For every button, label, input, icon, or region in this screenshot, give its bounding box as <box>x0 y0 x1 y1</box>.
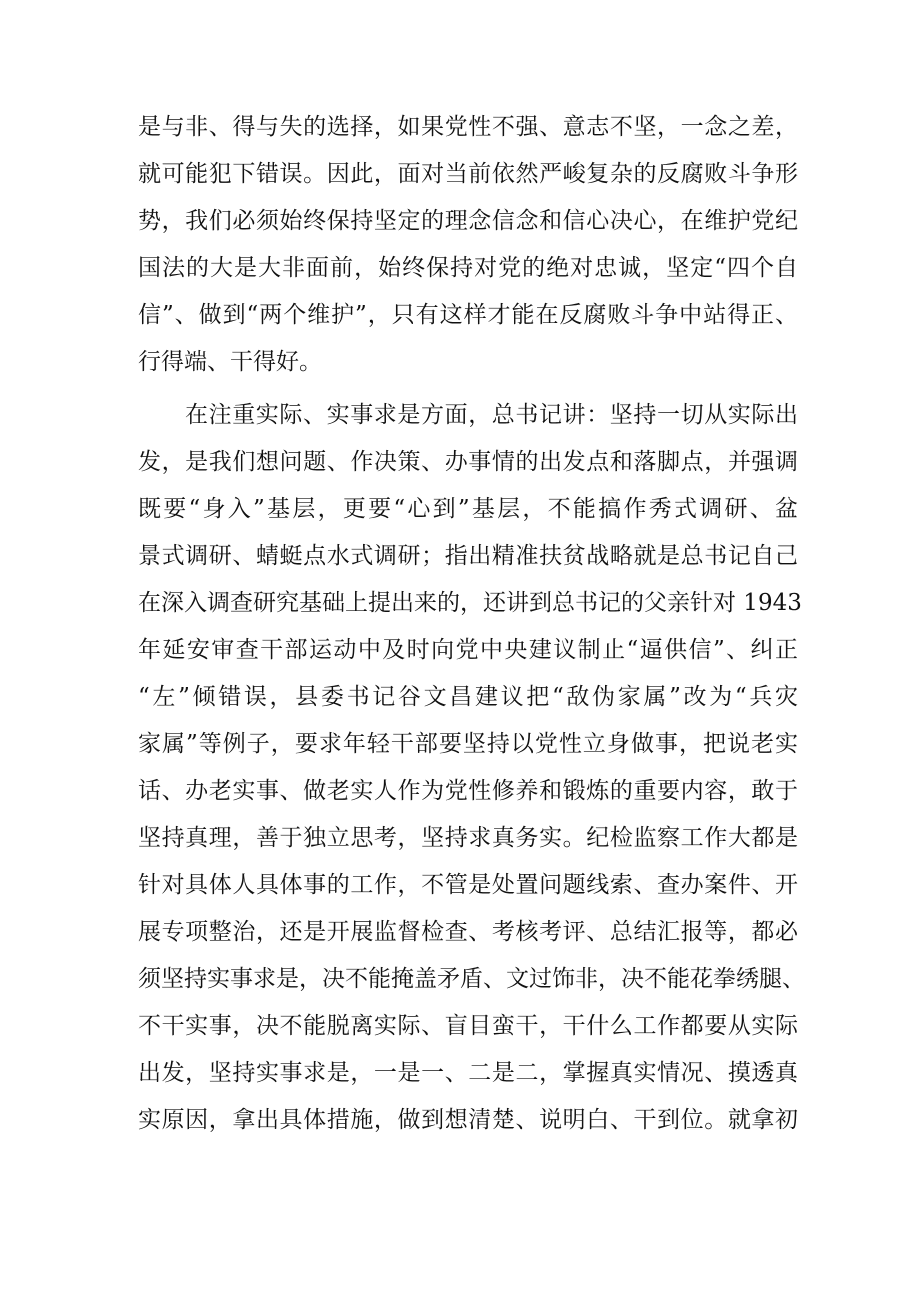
text-line: 既要“身入”基层，更要“心到”基层，不能搞作秀式调研、盆 <box>138 496 798 522</box>
paragraph-2 <box>138 392 805 1144</box>
text-line: 在深入调查研究基础上提出来的，还讲到总书记的父亲针对 1943 <box>138 590 802 616</box>
text-line: 坚持真理，善于独立思考，坚持求真务实。纪检监察工作大都是 <box>138 825 798 851</box>
text-line: 不干实事，决不能脱离实际、盲目蛮干，干什么工作都要从实际 <box>138 1013 798 1039</box>
text-line: 在注重实际、实事求是方面，总书记讲：坚持一切从实际出 <box>185 402 798 428</box>
text-line: 国法的大是大非面前，始终保持对党的绝对忠诚，坚定“四个自 <box>138 255 798 281</box>
text-line: 家属”等例子，要求年轻干部要坚持以党性立身做事，把说老实 <box>138 731 798 757</box>
text-line: 年延安审查干部运动中及时向党中央建议制止“逼供信”、纠正 <box>138 637 798 663</box>
text-line: 行得端、干得好。 <box>138 349 322 375</box>
text-line: 发，是我们想问题、作决策、办事情的出发点和落脚点，并强调 <box>138 449 798 475</box>
document-body <box>138 104 805 1144</box>
text-line: 话、办老实事、做老实人作为党性修养和锻炼的重要内容，敢于 <box>138 778 798 804</box>
text-line: 势，我们必须始终保持坚定的理念信念和信心决心，在维护党纪 <box>138 208 798 234</box>
text-line: 出发，坚持实事求是，一是一、二是二，掌握真实情况、摸透真 <box>138 1060 798 1086</box>
paragraph-1 <box>138 104 798 386</box>
text-line: 实原因，拿出具体措施，做到想清楚、说明白、干到位。就拿初 <box>138 1107 798 1133</box>
text-line: “左”倾错误，县委书记谷文昌建议把“敌伪家属”改为“兵灾 <box>138 684 798 710</box>
text-line: 须坚持实事求是，决不能掩盖矛盾、文过饰非，决不能花拳绣腿、 <box>138 966 805 992</box>
text-line: 是与非、得与失的选择，如果党性不强、意志不坚，一念之差， <box>138 114 798 140</box>
text-line: 信”、做到“两个维护”，只有这样才能在反腐败斗争中站得正、 <box>138 302 798 328</box>
text-line: 展专项整治，还是开展监督检查、考核考评、总结汇报等，都必 <box>138 919 798 945</box>
text-line: 针对具体人具体事的工作，不管是处置问题线索、查办案件、开 <box>138 872 798 898</box>
text-line: 景式调研、蜻蜓点水式调研；指出精准扶贫战略就是总书记自己 <box>138 543 798 569</box>
text-line: 就可能犯下错误。因此，面对当前依然严峻复杂的反腐败斗争形 <box>138 161 798 187</box>
